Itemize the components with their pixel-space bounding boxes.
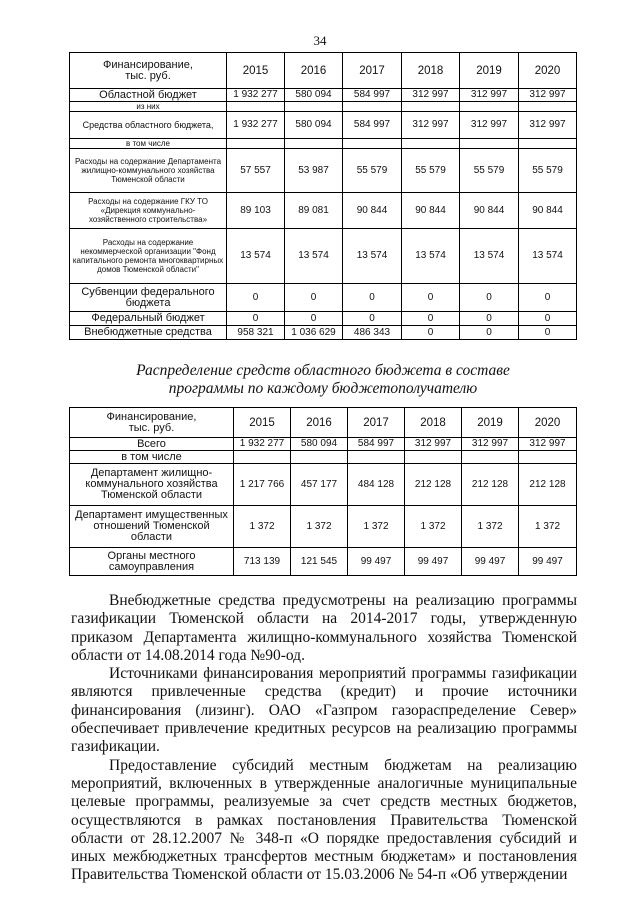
row-label: Расходы на содержание Департамента жилищно-коммунального хозяйства Тюменской области [70,149,227,193]
body-text [71,592,577,885]
cell-value [460,139,519,149]
budget-recipients-table [69,407,577,576]
table-row [70,312,577,326]
cell-value: 1 036 629 [285,326,343,340]
cell-value: 90 844 [460,193,519,229]
year-header: 2018 [405,408,462,438]
row-label: Расходы на содержание некоммерческой организации "Фонд капитального ремонта многоквартирных домов Тюменской области" [70,229,227,284]
cell-value [291,451,348,464]
cell-value [462,451,519,464]
cell-value [343,139,402,149]
regional-budget-financing-table [69,52,577,340]
cell-value: 212 128 [519,464,577,506]
cell-value [285,139,343,149]
cell-value: 13 574 [402,229,460,284]
cell-value: 0 [460,326,519,340]
row-label: Федеральный бюджет [70,312,227,326]
cell-value [405,451,462,464]
cell-value: 13 574 [519,229,577,284]
cell-value: 312 997 [402,112,460,139]
paragraph: Внебюджетные средства предусмотрены на реализацию программы газификации Тюменской области на 2014-2017 годы, утвержденную приказом Департамента жилищно-коммунального хозяйства Тюменской области от 14.08.2014 года №90-од. [71,592,577,664]
cell-value: 0 [402,284,460,312]
cell-value [460,102,519,112]
cell-value: 99 497 [348,548,405,576]
cell-value: 584 997 [348,438,405,451]
table-row [70,326,577,340]
cell-value: 55 579 [519,149,577,193]
cell-value: 1 372 [405,506,462,548]
year-header: 2016 [291,408,348,438]
year-header: 2018 [402,53,460,89]
cell-value: 0 [227,284,285,312]
cell-value: 312 997 [519,438,577,451]
cell-value: 1 217 766 [234,464,291,506]
table-row [70,548,577,576]
year-header: 2017 [348,408,405,438]
cell-value: 90 844 [343,193,402,229]
cell-value: 212 128 [405,464,462,506]
cell-value: 0 [285,284,343,312]
cell-value: 584 997 [343,89,402,102]
cell-value [519,139,577,149]
cell-value: 312 997 [462,438,519,451]
cell-value: 0 [460,312,519,326]
table-row [70,102,577,112]
cell-value: 53 987 [285,149,343,193]
row-label: Всего [70,438,234,451]
row-label: Субвенции федерального бюджета [70,284,227,312]
cell-value: 57 557 [227,149,285,193]
cell-value [285,102,343,112]
cell-value: 0 [285,312,343,326]
cell-value: 55 579 [402,149,460,193]
cell-value: 90 844 [519,193,577,229]
cell-value: 1 372 [291,506,348,548]
row-label: Областной бюджет [70,89,227,102]
header-financing-label: Финансирование, тыс. руб. [70,53,227,89]
cell-value [234,451,291,464]
cell-value: 121 545 [291,548,348,576]
cell-value [519,451,577,464]
cell-value: 212 128 [462,464,519,506]
cell-value: 580 094 [285,112,343,139]
cell-value [343,102,402,112]
table-row [70,451,577,464]
cell-value: 312 997 [519,112,577,139]
cell-value [402,139,460,149]
year-header: 2019 [460,53,519,89]
cell-value: 0 [519,284,577,312]
cell-value: 0 [402,312,460,326]
table-row [70,112,577,139]
table-row [70,193,577,229]
cell-value: 484 128 [348,464,405,506]
year-header: 2020 [519,53,577,89]
header-financing-label: Финансирование, тыс. руб. [70,408,234,438]
table-row [70,506,577,548]
cell-value: 0 [402,326,460,340]
row-label: Внебюджетные средства [70,326,227,340]
cell-value: 1 932 277 [234,438,291,451]
cell-value: 312 997 [405,438,462,451]
cell-value: 13 574 [343,229,402,284]
cell-value: 89 103 [227,193,285,229]
cell-value: 1 372 [348,506,405,548]
table-row [70,139,577,149]
cell-value: 312 997 [460,89,519,102]
table-row [70,149,577,193]
cell-value [227,102,285,112]
cell-value [519,102,577,112]
cell-value: 0 [519,326,577,340]
row-label: Расходы на содержание ГКУ ТО «Дирекция коммунально-хозяйственного строительства» [70,193,227,229]
row-label: в том числе [70,451,234,464]
cell-value: 0 [460,284,519,312]
cell-value: 312 997 [460,112,519,139]
row-label: в том числе [70,139,227,149]
section-heading: Распределение средств областного бюджета в составе программы по каждому бюджетополучателю [136,362,510,397]
table-row [70,284,577,312]
cell-value: 0 [343,284,402,312]
row-label: из них [70,102,227,112]
cell-value: 457 177 [291,464,348,506]
cell-value [348,451,405,464]
cell-value [227,139,285,149]
cell-value: 13 574 [227,229,285,284]
cell-value: 580 094 [291,438,348,451]
cell-value: 90 844 [402,193,460,229]
year-header: 2017 [343,53,402,89]
row-label: Средства областного бюджета, [70,112,227,139]
page-number: 34 [313,33,327,48]
row-label: Департамент жилищно-коммунального хозяйства Тюменской области [70,464,234,506]
cell-value: 1 932 277 [227,112,285,139]
table-row [70,438,577,451]
cell-value: 0 [519,312,577,326]
cell-value: 713 139 [234,548,291,576]
cell-value: 89 081 [285,193,343,229]
table-row [70,229,577,284]
cell-value: 99 497 [462,548,519,576]
cell-value: 55 579 [460,149,519,193]
row-label: Департамент имущественных отношений Тюменской области [70,506,234,548]
cell-value: 1 372 [462,506,519,548]
year-header: 2015 [234,408,291,438]
year-header: 2016 [285,53,343,89]
cell-value: 312 997 [519,89,577,102]
cell-value: 13 574 [285,229,343,284]
year-header: 2019 [462,408,519,438]
year-header: 2020 [519,408,577,438]
cell-value [402,102,460,112]
cell-value: 0 [343,312,402,326]
cell-value: 99 497 [519,548,577,576]
cell-value: 486 343 [343,326,402,340]
table-row [70,464,577,506]
cell-value: 958 321 [227,326,285,340]
row-label: Органы местного самоуправления [70,548,234,576]
cell-value: 1 932 277 [227,89,285,102]
cell-value: 99 497 [405,548,462,576]
cell-value: 1 372 [519,506,577,548]
paragraph: Предоставление субсидий местным бюджетам на реализацию мероприятий, включенных в утвержденные аналогичные муниципальные целевые программы, реализуемые за счет средств местных бюджетов, осуществляются в рамках постановления Правительства Тюменской области от 28.12.2007 № 348-п «О порядке предоставления субсидий и иных межбюджетных трансфертов местным бюджетам» и постановления Правительства Тюменской области от 15.03.2006 № 54-п «Об утверждении [71,756,577,884]
cell-value: 55 579 [343,149,402,193]
year-header: 2015 [227,53,285,89]
cell-value: 0 [227,312,285,326]
table-row [70,89,577,102]
cell-value: 13 574 [460,229,519,284]
cell-value: 584 997 [343,112,402,139]
cell-value: 1 372 [234,506,291,548]
cell-value: 580 094 [285,89,343,102]
cell-value: 312 997 [402,89,460,102]
paragraph: Источниками финансирования мероприятий программы газификации являются привлеченные средства (кредит) и прочие источники финансирования (лизинг). ОАО «Газпром газораспределение Север» обеспечивает привлечение кредитных ресурсов на реализацию программы газификации. [71,665,577,756]
